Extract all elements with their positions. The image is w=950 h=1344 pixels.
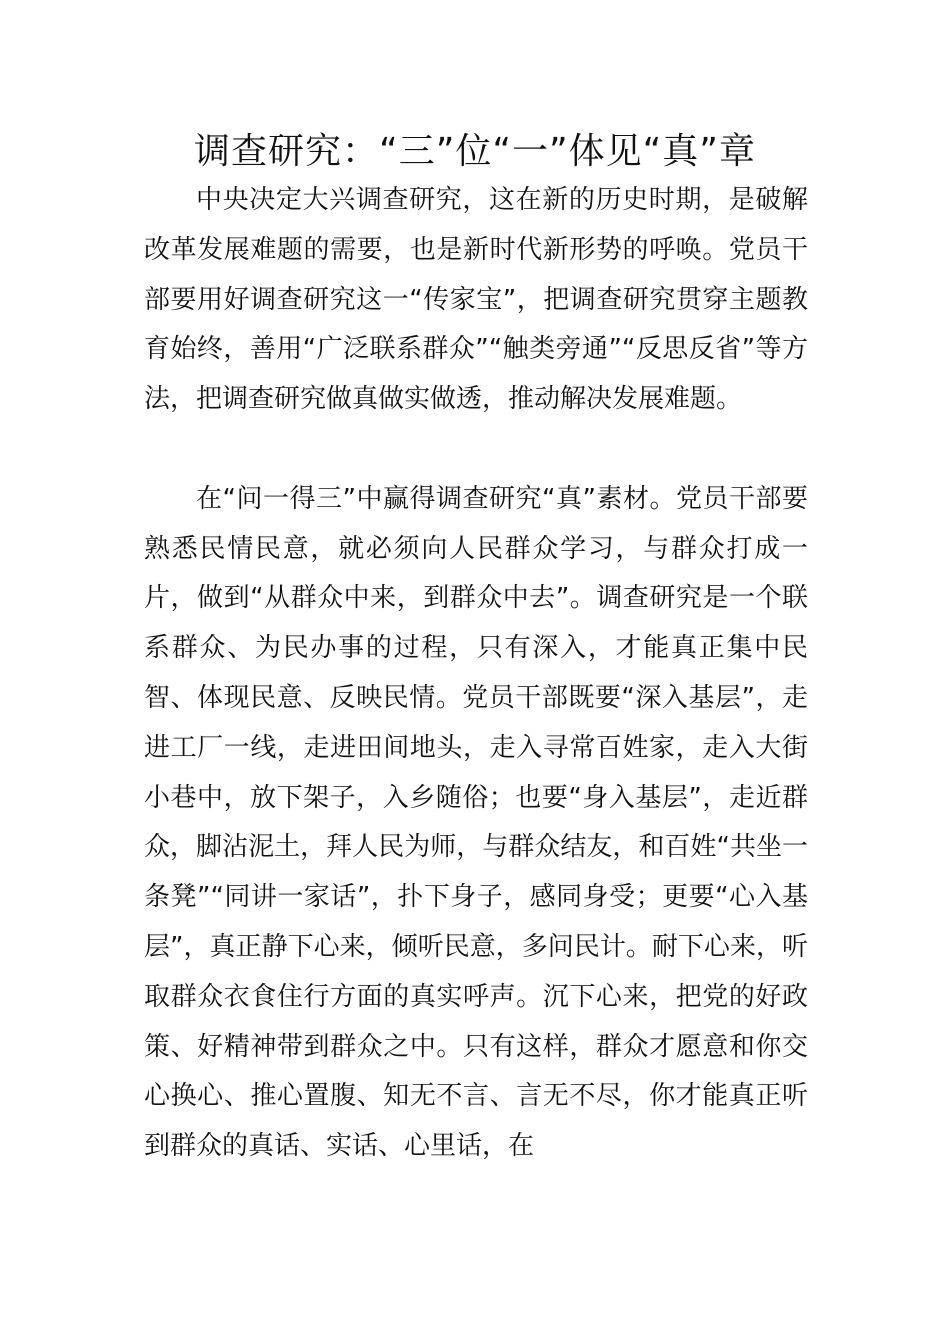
- paragraph-spacer: [144, 425, 808, 475]
- document-title: 调查研究：“三”位“一”体见“真”章: [194, 131, 756, 172]
- paragraph-intro: 中央决定大兴调查研究，这在新的历史时期，是破解改革发展难题的需要，也是新时代新形势的呼唤。党员干部要用好调查研究这一“传家宝”，把调查研究贯穿主题教育始终，善用“广泛联系群众”“触类旁通”“反思反省”等方法，把调查研究做真做实做透，推动解决发展难题。: [144, 185, 808, 415]
- paragraph-wenyi-desan: 在“问一得三”中赢得调查研究“真”素材。党员干部要熟悉民情民意，就必须向人民群众学习，与群众打成一片，做到“从群众中来，到群众中去”。调查研究是一个联系群众、为民办事的过程，只有深入，才能真正集中民智、体现民意、反映民情。党员干部既要“深入基层”，走进工厂一线，走进田间地头，走入寻常百姓家，走入大街小巷中，放下架子，入乡随俗；也要“身入基层”，走近群众，脚沾泥土，拜人民为师，与群众结友，和百姓“共坐一条凳”“同讲一家话”，扑下身子，感同身受；更要“心入基层”，真正静下心来，倾听民意，多问民计。耐下心来，听取群众衣食住行方面的真实呼声。沉下心来，把党的好政策、好精神带到群众之中。只有这样，群众才愿意和你交心换心、推心置腹、知无不言、言无不尽，你才能真正听到群众的真话、实话、心里话，在: [144, 483, 808, 1162]
- document-body: [144, 176, 808, 1172]
